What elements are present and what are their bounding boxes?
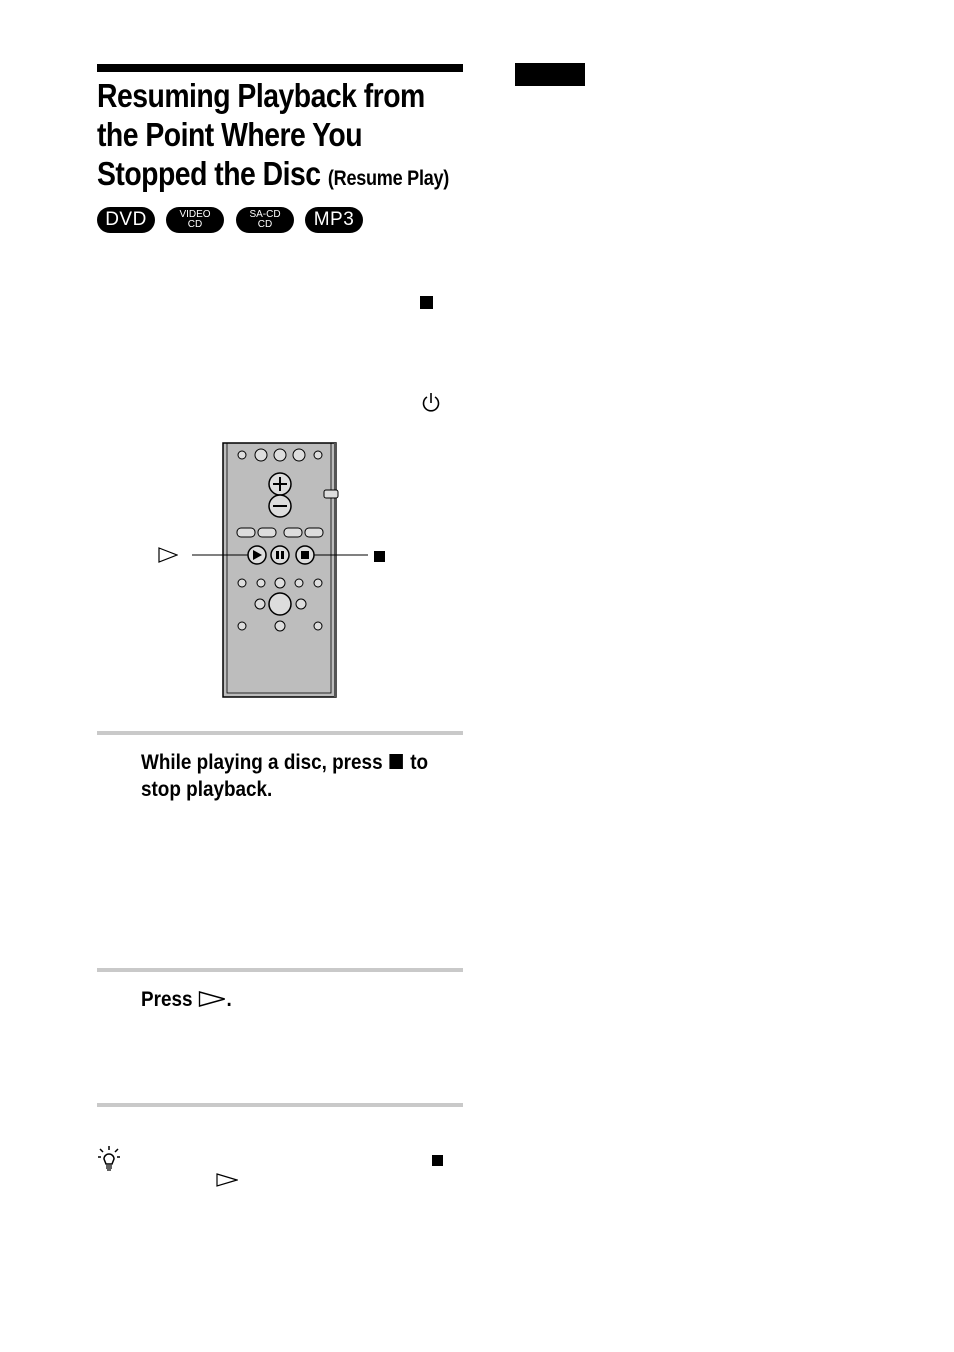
title-line-2: the Point Where You — [97, 116, 363, 153]
sa-cd-badge-bottom: CD — [257, 219, 273, 230]
page-title — [97, 76, 450, 198]
section-tab — [515, 63, 585, 86]
step-1-text-before: While playing a disc, press — [141, 751, 383, 774]
dvd-badge — [97, 207, 155, 233]
mp3-badge — [305, 207, 363, 233]
step-2-text-before: Press — [141, 988, 193, 1011]
step-1-text-after: to stop playback. — [141, 751, 429, 801]
power-icon — [421, 392, 441, 419]
stop-icon — [420, 296, 433, 314]
step-1-rule — [97, 731, 463, 735]
stop-icon — [374, 549, 385, 567]
title-line-1: Resuming Playback from — [97, 77, 425, 114]
dvd-badge-label: DVD — [105, 209, 147, 230]
video-cd-badge-top: VIDEO — [179, 209, 211, 220]
video-cd-badge — [166, 207, 224, 233]
step-2-rule — [97, 968, 463, 972]
sa-cd-badge — [236, 207, 294, 233]
title-subtitle: (Resume Play) — [327, 167, 450, 190]
title-line-3-text: Stopped the Disc — [97, 155, 321, 192]
step-2-suffix: . — [226, 988, 232, 1011]
hint-lightbulb-icon — [97, 1145, 121, 1178]
sa-cd-badge-top: SA-CD — [249, 209, 281, 220]
step-2-text — [141, 986, 438, 1013]
step-1-text — [141, 749, 438, 803]
title-line-3 — [97, 154, 450, 198]
stop-icon — [390, 754, 404, 769]
stop-icon — [432, 1153, 443, 1171]
mp3-badge-label: MP3 — [313, 209, 355, 230]
step-end-rule — [97, 1103, 463, 1107]
video-cd-badge-bottom: CD — [187, 219, 203, 230]
remote-illustration — [150, 440, 400, 707]
title-rule — [97, 64, 463, 72]
play-icon — [158, 547, 178, 568]
play-icon — [198, 990, 227, 1008]
play-icon — [216, 1173, 238, 1192]
